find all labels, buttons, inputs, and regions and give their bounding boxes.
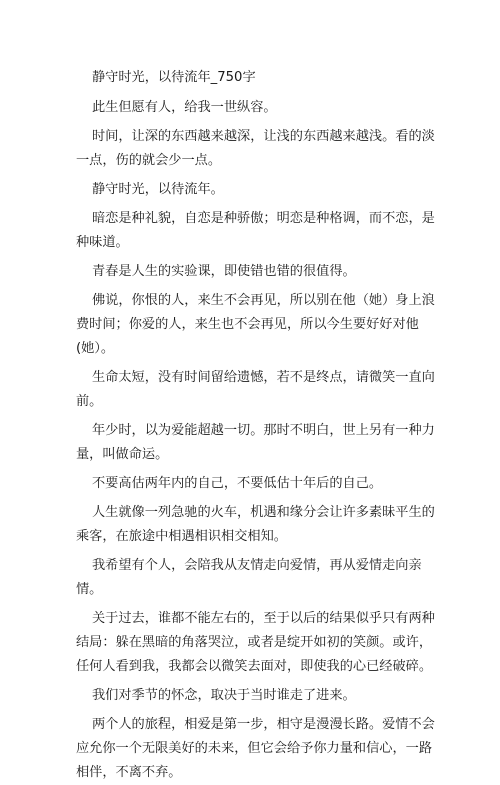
paragraph: 生命太短，没有时间留给遗憾，若不是终点，请微笑一直向前。 [76, 370, 435, 409]
paragraph: 时间，让深的东西越来越深，让浅的东西越来越浅。看的淡一点，伤的就会少一点。 [76, 129, 435, 168]
paragraph: 人生就像一列急驰的火车，机遇和缘分会让许多素昧平生的乘客，在旅途中相遇相识相交相知。 [76, 505, 435, 544]
paragraph: 我希望有个人，会陪我从友情走向爱情，再从爱情走向亲情。 [76, 558, 422, 597]
document-title: 静守时光，以待流年_750字 [92, 70, 256, 85]
paragraph: 此生但愿有人，给我一世纵容。 [92, 100, 277, 115]
paragraph: 暗恋是种礼貌，自恋是种骄傲；明恋是种格调，而不恋，是种味道。 [76, 211, 435, 250]
paragraph: 青春是人生的实验课，即使错也错的很值得。 [92, 264, 356, 279]
paragraph: 不要高估两年内的自己，不要低估十年后的自己。 [92, 476, 383, 491]
paragraph: 两个人的旅程，相爱是第一步，相守是漫漫长路。爱情不会应允你一个无限美好的未来，但它会给予你力量和信心，一路相伴，不离不弃。 [76, 717, 435, 780]
paragraph: 佛说，你恨的人，来生不会再见，所以别在他（她）身上浪费时间；你爱的人，来生也不会再见，所以今生要好好对他(她）。 [76, 293, 435, 356]
paragraph: 关于过去，谁都不能左右的，至于以后的结果似乎只有两种结局：躲在黑暗的角落哭泣，或者是绽开如初的笑颜。或许，任何人看到我，我都会以微笑去面对，即使我的心已经破碎。 [76, 611, 435, 674]
paragraph: 静守时光，以待流年。 [92, 182, 224, 197]
paragraph: 我们对季节的怀念，取决于当时谁走了进来。 [92, 688, 356, 703]
paragraph: 年少时，以为爱能超越一切。那时不明白，世上另有一种力量，叫做命运。 [76, 423, 435, 462]
